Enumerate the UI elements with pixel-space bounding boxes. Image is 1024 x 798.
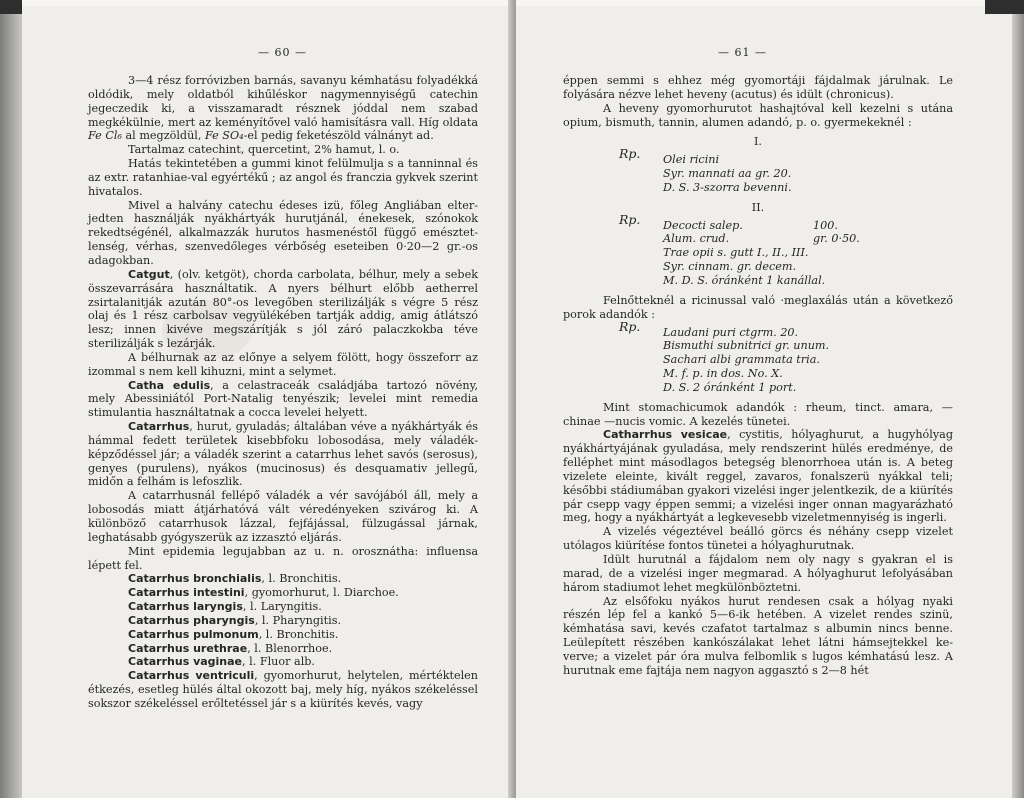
prescription-line [663, 232, 953, 246]
paragraph: Idült hurutnál a fájdalom nem oly nagy s gyakran el is marad, de a vizelési inger megmarad. A hólyaghurut lefolyásában három stadiumot lehet megkülönböztetni. [563, 553, 953, 594]
prescription-line [663, 167, 953, 181]
catarrhus-entry [88, 614, 478, 628]
entry-definition: , l. Bronchitis. [258, 627, 339, 641]
prescription-line [663, 353, 953, 367]
text-run: Hatás tekintetében a gummi kinot felülmulja s a tanninnal és az extr. ratanhiae-val egyértékű ; az angol és franczia gykvek szerint hivatalos. [88, 157, 478, 198]
paragraph [88, 379, 478, 421]
paragraph [88, 420, 478, 489]
text-run: Fe Cl₆ [88, 129, 122, 143]
paragraph [88, 143, 478, 157]
catarrhus-entry [88, 628, 478, 642]
ingredient: Trae opii s. gutt I., II., III. [663, 246, 809, 260]
paragraph [88, 199, 478, 268]
ingredient: D. S. 2 óránként 1 port. [663, 380, 797, 394]
book-edge-right [1012, 0, 1024, 798]
paragraph [88, 74, 478, 143]
prescription-line [663, 339, 953, 353]
catarrhus-entry [563, 428, 953, 525]
entry-headword: Catarrhus bronchialis [128, 572, 262, 586]
entry-definition: , l. Blenorrhoe. [247, 641, 333, 655]
ingredient: M. f. p. in dos. No. X. [663, 367, 783, 381]
entry-definition: , gyomorhurut, l. Diarchoe. [244, 586, 399, 600]
prescription-line [663, 367, 953, 381]
entry-headword: Catgut [128, 267, 170, 281]
entry-definition: , cystitis, hólyaghurut, a hugyhólyag nyákhártyájának gyuladása, mely rendszerint hülés eredménye, de felléphet mint másodlagos betegség blenorrhoea után is. A beteg vizelete eleinte, kivált reggel, zavaros, fonalszerü nyákkal teli; későbbi stádiumában gyakori vizelési inger jelentkezik, de a kiürítés pár csepp vagy éppen semmi; a vizelési inger onnan magyarázható meg, hogy a nyákhártyát a legkevesebb vizeletmennyiség is ingerli. [563, 428, 953, 525]
entry-headword: Catarrhus laryngis [128, 600, 243, 614]
paragraph: éppen semmi s ehhez még gyomortáji fájdalmak járulnak. Le folyására nézve lehet heveny (acutus) és idült (chronicus). [563, 74, 953, 101]
entry-definition: , gyomorhurut, helytelen, mértéktelen étkezés, esetleg hülés által okozott baj, mely híg, nyákos székeléssel sokszor székeléssel erőltetéssel jár s a kiürítés kevés, vagy [88, 669, 478, 710]
entry-headword: Catha edulis [128, 378, 211, 392]
entry-definition: , l. Fluor alb. [242, 655, 315, 669]
paragraph: A vizelés végeztével beálló görcs és néhány csepp vizelet utólagos kiürítése fontos tünetei a hólyaghurutnak. [563, 525, 953, 553]
ingredient: D. S. 3-szorra bevenni. [663, 180, 792, 194]
text-run: , hurut, gyuladás; általában véve a nyákhártyák és hámmal fedett területek kisebbfoku lobosodása, mely váladékképződéssel jár; a váladék szerint a catarrhus lehet savós (serosus), genyes (purulens), nyákos (mucinosus) és desquamativ jellegű, midőn a felhám is lefoszlik. [88, 420, 478, 489]
ingredient-amount: gr. 0·50. [813, 232, 860, 246]
entry-definition: , l. Bronchitis. [261, 572, 342, 586]
paragraph: A heveny gyomorhurutot hashajtóval kell kezelni s utána opium, bismuth, tannin, alumen adandó, p. o. gyermekeknél : [563, 101, 953, 129]
text-run: A bélhurnak az az előnye a selyem fölött, hogy összeforr az izommal s nem kell kihuzni, mint a selymet. [88, 350, 478, 378]
prescription-line [663, 181, 953, 195]
prescription-numeral: I. [754, 135, 762, 149]
prescription [563, 211, 953, 288]
text-run: A catarrhusnál fellépő váladék a vér savójából áll, mely a lobosodás miatt átjárhatóvá vált véredényeken szivárog ki. A különböző catarrhusok lázzal, fejfájással, fülzugással járnak, leghatásabb gyógyszerük az izzasztó eljárás. [88, 489, 478, 544]
prescription-line [663, 381, 953, 395]
recipe-mark: Rp. [619, 146, 641, 162]
paragraph [88, 351, 478, 379]
text-run: Mivel a halvány catechu édeses izü, főleg Angliában elterjedten használják nyákhártyák hurutjánál, énekesek, szónokok rekedtségénél, alkalmazzák hurutos hasmenéstől függő emésztetlenség, vérhas, szenvedőleges vérbőség eseteiben 0·20—2 gr.-os adagokban. [88, 198, 478, 267]
text-run: al megzöldül, [121, 129, 205, 143]
catarrhus-entry [88, 642, 478, 656]
entry-definition: , l. Pharyngitis. [254, 613, 342, 627]
right-column-text [563, 74, 953, 678]
recipe-mark: Rp. [619, 211, 641, 227]
ingredient: M. D. S. óránként 1 kanállal. [663, 273, 826, 287]
ingredient: Alum. crud. [663, 232, 730, 246]
entry-definition: , l. Laryngitis. [242, 600, 322, 614]
entry-headword: Catarrhus vaginae [128, 655, 243, 669]
paragraph [88, 545, 478, 573]
entry-headword: Catarrhus pulmonum [128, 627, 259, 641]
page-number-right: — 61 — [718, 46, 767, 59]
text-run: , a celastraceák családjába tartozó növény, mely Abessiniától Port-Natalig tenyészik; levelei mint remedia stimulantia használtatnak a cocca levelei helyett. [88, 378, 479, 420]
prescription-line [663, 246, 953, 260]
text-run: 3—4 rész forróvizben barnás, savanyu kémhatásu folyadékká oldódik, mely oldatból kihűléskor nagymennyiségű catechin jegeczedik ki, a visszamaradt résznek jóddal nem szabad megkékülnie, mert az keményítővel való hamisításra vall. Híg oldata [88, 74, 478, 129]
paragraph [88, 268, 478, 351]
catarrhus-entry [88, 586, 478, 600]
catarrhus-entry [88, 655, 478, 669]
prescription-line [663, 326, 953, 340]
ingredient: Syr. mannati aa gr. 20. [663, 167, 792, 181]
paragraph: Az elsőfoku nyákos hurut rendesen csak a hólyag nyaki részén lép fel a kankó 5—6-ik hetében. A vizelet rendes szinü, kémhatása savi, kevés czafatot tartalmaz s albumin nincs benne. Leülepített részében kankószálakat lehet látni hámsejtekkel keverve; a vizelet pár óra mulva felbomlik s lugos kémhatású lesz. A hurutnak eme fajtája nem nagyon aggasztó s 2—8 hét [563, 594, 953, 677]
catarrhus-entry [88, 600, 478, 614]
prescription [563, 318, 953, 395]
book-edge-left [0, 0, 22, 798]
text-run: , (olv. ketgöt), chorda carbolata, bélhur, mely a sebek összevarrására használtatik. A nyers bélhurt előbb aetherrel zsirtalanitják azután 80°-os levegőben sterilizálják s végre 5 rész olaj és 1 rész carbolsav vegyülékében tartják addig, amig átlátszó lesz; innen kivéve megszárítják s jól záró palaczkokba téve sterilizálják s lezárják. [88, 267, 478, 351]
ingredient: Decocti salep. [663, 218, 743, 232]
prescription-numeral: II. [751, 200, 765, 214]
text-run: -el pedig feketészöld válnányt ad. [243, 129, 434, 143]
entry-headword: Catharrhus vesicae [603, 428, 728, 442]
ingredient: Sachari albi grammata tria. [663, 353, 820, 367]
text-run: Mint epidemia legujabban az u. n. orosznátha: influensa lépett fel. [88, 544, 478, 572]
paragraph [88, 157, 478, 199]
entry-headword: Catarrhus ventriculi [128, 669, 255, 683]
page-number-left: — 60 — [258, 46, 307, 59]
ingredient-amount: 100. [813, 218, 838, 232]
page-top-edge [22, 0, 516, 6]
paragraph: Felnőtteknél a ricinussal való ·meglaxálás után a következő porok adandók : [563, 293, 953, 321]
ingredient: Laudani puri ctgrm. 20. [663, 325, 799, 339]
catarrhus-entry [88, 572, 478, 586]
scan-marker-right [985, 0, 1024, 14]
entry-headword: Catarrhus pharyngis [128, 613, 255, 627]
ingredient: Syr. cinnam. gr. decem. [663, 260, 797, 274]
prescription-line [663, 219, 953, 233]
paragraph: Mint stomachicumok adandók : rheum, tinct. amara, —chinae —nucis vomic. A kezelés tünetei. [563, 400, 953, 428]
prescription-line [663, 274, 953, 288]
catarrhus-entry [88, 669, 478, 711]
prescription-line [663, 260, 953, 274]
entry-headword: Catarrhus intestini [128, 586, 245, 600]
entry-headword: Catarrhus urethrae [128, 641, 248, 655]
text-run: Fe SO₄ [204, 129, 244, 143]
ingredient: Bismuthi subnitrici gr. unum. [663, 339, 830, 353]
left-column-text [88, 74, 478, 711]
recipe-mark: Rp. [619, 318, 641, 334]
paragraph [88, 489, 478, 544]
text-run: Tartalmaz catechint, quercetint, 2% hamut, l. o. [128, 143, 400, 157]
entry-headword: Catarrhus [128, 420, 190, 434]
prescription-line [663, 153, 953, 167]
prescription [563, 146, 953, 195]
page-top-edge [516, 0, 1012, 6]
ingredient: Olei ricini [663, 153, 720, 167]
